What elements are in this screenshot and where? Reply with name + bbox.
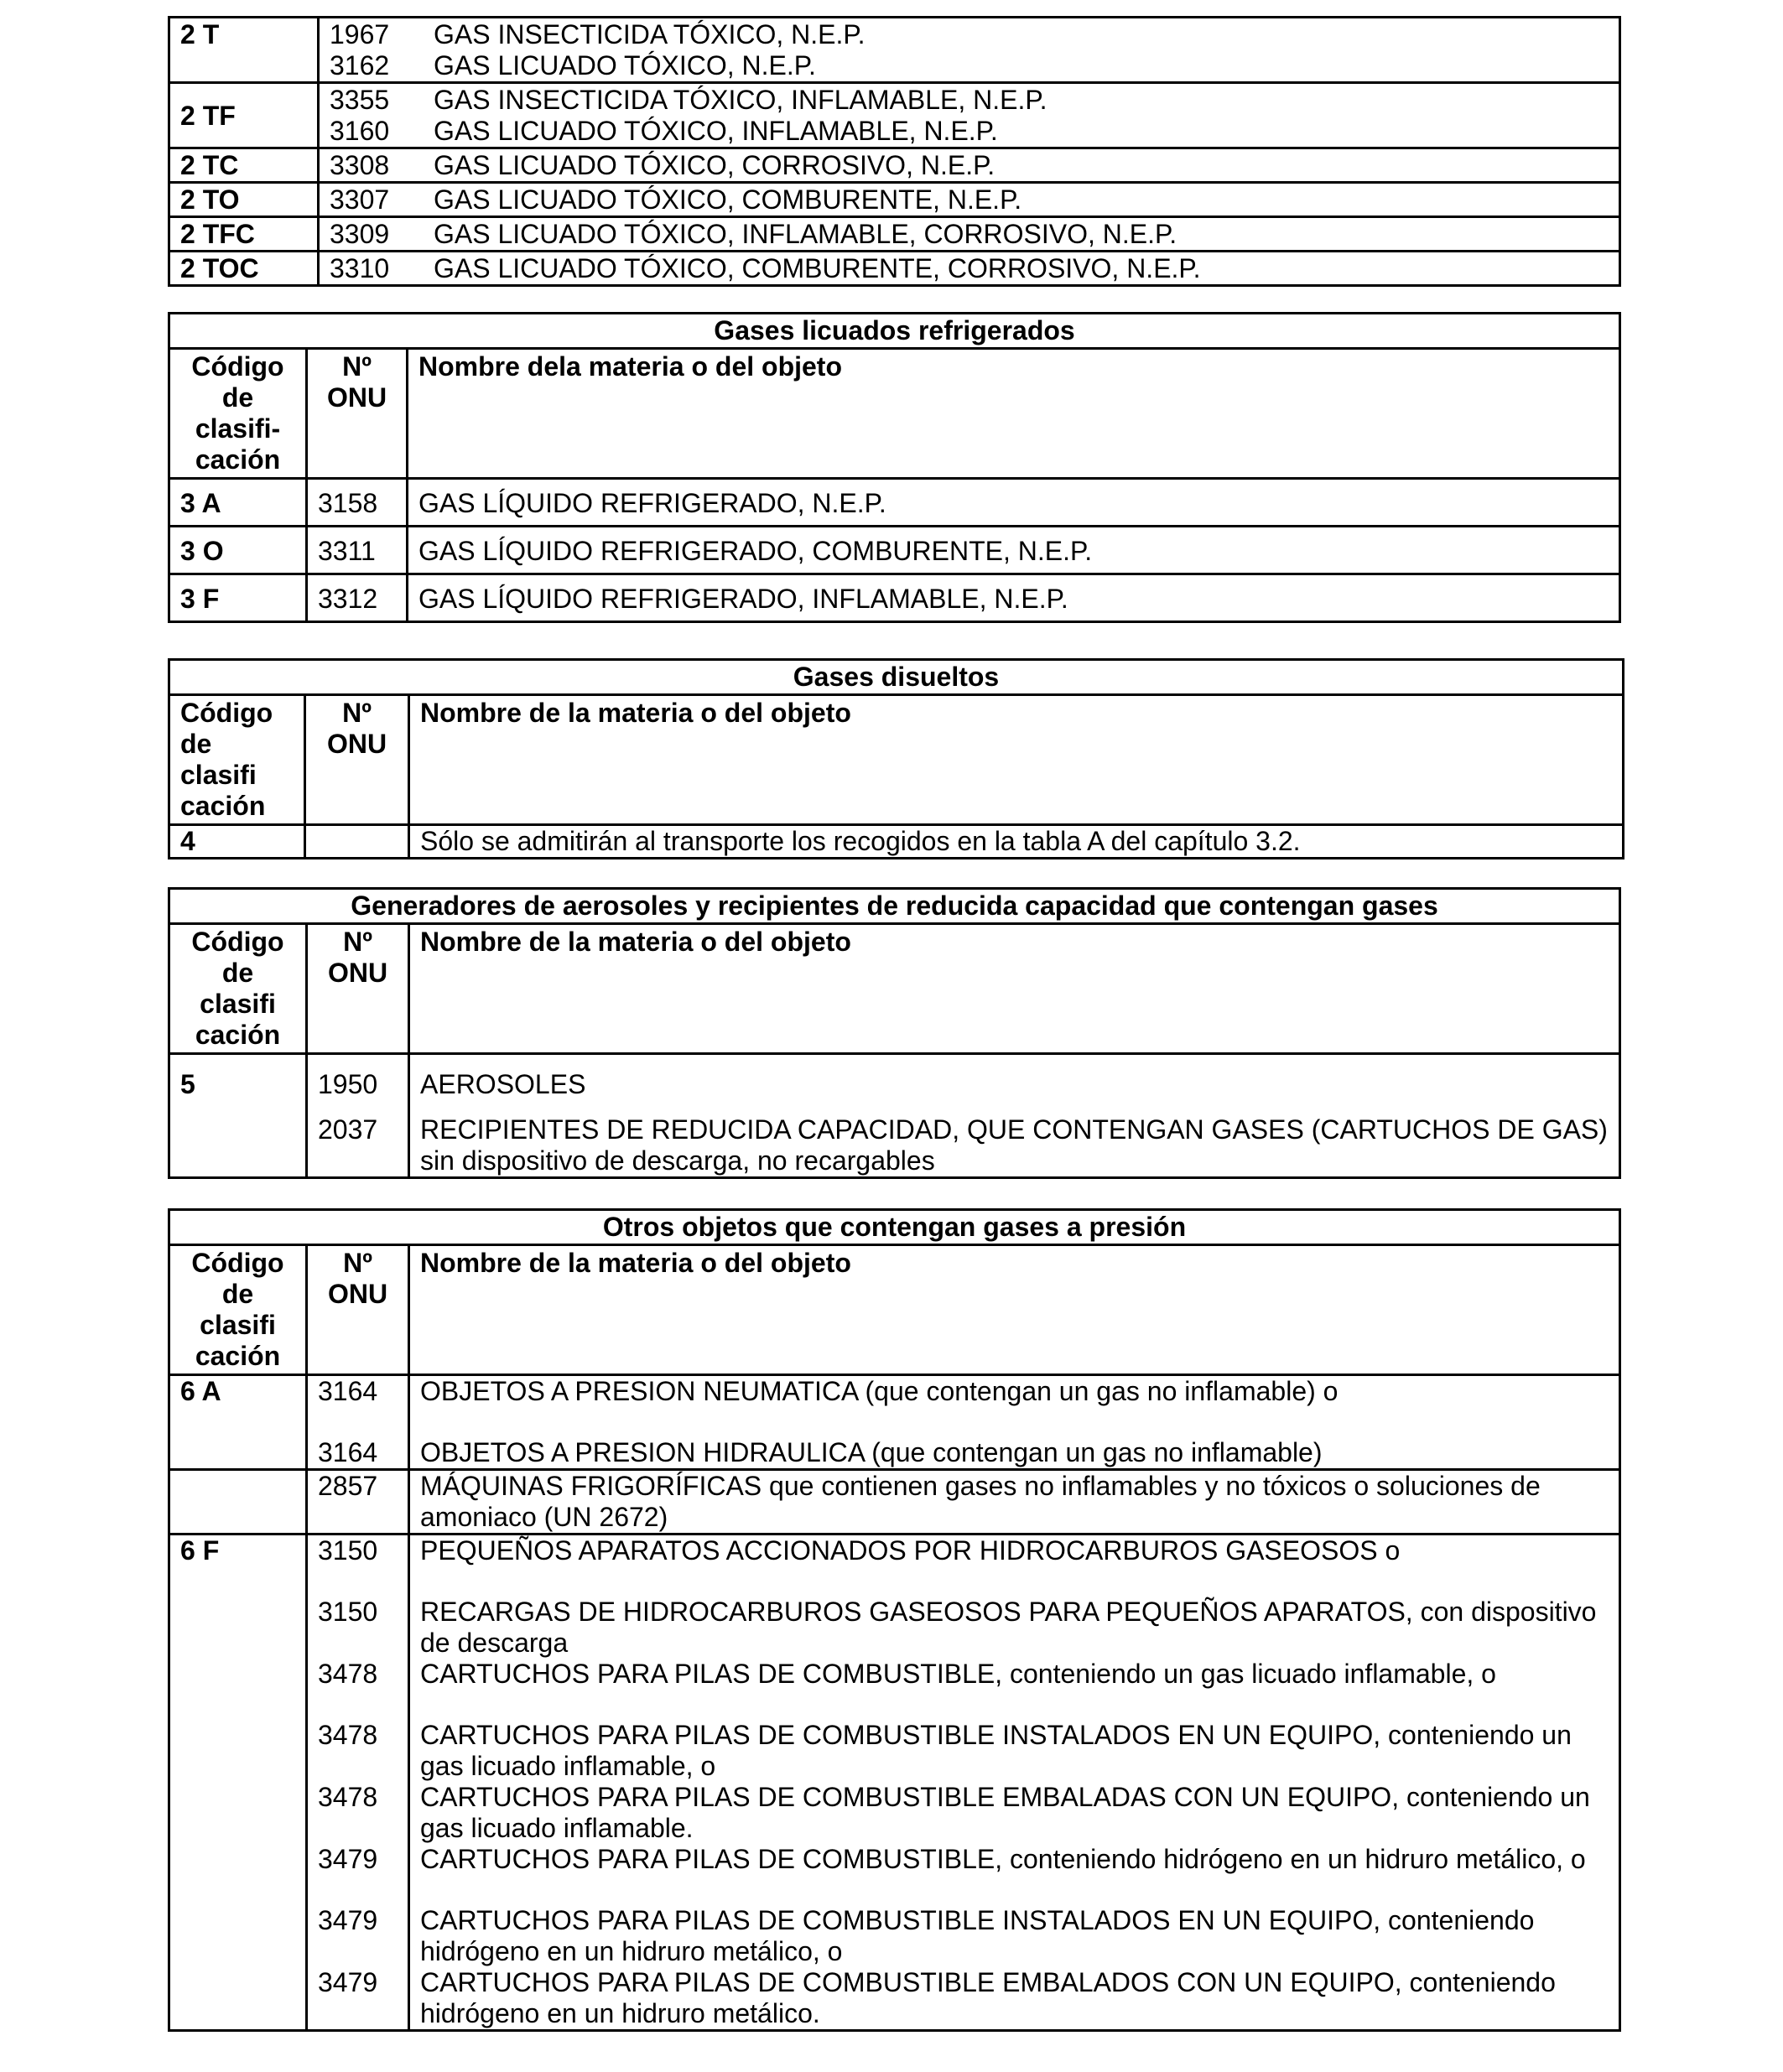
un-number: 3150 xyxy=(318,1535,378,1566)
substance-name: GAS LICUADO TÓXICO, INFLAMABLE, CORROSIVO, N.E.P. xyxy=(434,219,1177,249)
substance-name: Sólo se admitirán al transporte los recogidos en la tabla A del capítulo 3.2. xyxy=(409,825,1624,859)
un-number: 3479 xyxy=(318,1967,378,1997)
table-title: Gases licuados refrigerados xyxy=(169,314,1620,349)
table-row xyxy=(169,1535,1620,2031)
substance-name: AEROSOLES xyxy=(420,1069,586,1099)
substance-name: CARTUCHOS PARA PILAS DE COMBUSTIBLE INSTALADOS EN UN EQUIPO, conteniendo hidrógeno en un hidruro metálico, o xyxy=(420,1905,1535,1966)
un-number: 3150 xyxy=(318,1597,378,1627)
classification-code: 6 A xyxy=(169,1375,307,1470)
substance-name: GAS LÍQUIDO REFRIGERADO, INFLAMABLE, N.E.P. xyxy=(408,574,1620,622)
table-row xyxy=(169,217,1620,252)
un-number: 3308 xyxy=(330,150,390,180)
un-number: 3479 xyxy=(318,1844,378,1874)
classification-code: 2 T xyxy=(169,18,319,83)
substance-name: OBJETOS A PRESION NEUMATICA (que contengan un gas no inflamable) o xyxy=(420,1376,1339,1406)
classification-code: 2 TO xyxy=(169,183,319,217)
un-number: 3478 xyxy=(318,1659,378,1689)
substance-name: GAS LICUADO TÓXICO, COMBURENTE, N.E.P. xyxy=(434,184,1022,215)
un-number: 3164 xyxy=(318,1376,378,1406)
pressure-articles-table xyxy=(168,1208,1621,2032)
substance-name: PEQUEÑOS APARATOS ACCIONADOS POR HIDROCARBUROS GASEOSOS o xyxy=(420,1535,1401,1566)
classification-code xyxy=(169,1470,307,1535)
classification-code: 2 TF xyxy=(169,83,319,148)
un-number: 3160 xyxy=(330,116,390,146)
column-header-code: Código de clasifi- cación xyxy=(169,349,307,479)
dissolved-gases-table xyxy=(168,658,1624,859)
table-row xyxy=(169,1470,1620,1535)
substance-name: RECARGAS DE HIDROCARBUROS GASEOSOS PARA PEQUEÑOS APARATOS, con dispositivo de descarga xyxy=(420,1597,1597,1658)
substance-name: CARTUCHOS PARA PILAS DE COMBUSTIBLE EMBALADOS CON UN EQUIPO, conteniendo hidrógeno en un hidruro metálico. xyxy=(420,1967,1556,2028)
column-header-code: Código de clasifi cación xyxy=(169,695,305,825)
column-header-un: Nº ONU xyxy=(307,924,409,1054)
table-header-row xyxy=(169,924,1620,1054)
classification-code: 2 TC xyxy=(169,148,319,183)
un-number: 3311 xyxy=(307,527,408,574)
un-number: 1967 xyxy=(330,19,390,49)
table-row xyxy=(169,479,1620,527)
column-header-name: Nombre de la materia o del objeto xyxy=(409,1245,1620,1375)
table-title: Generadores de aerosoles y recipientes de reducida capacidad que contengan gases xyxy=(169,889,1620,924)
substance-name: GAS LÍQUIDO REFRIGERADO, COMBURENTE, N.E.P. xyxy=(408,527,1620,574)
table-row xyxy=(169,825,1624,859)
toxic-gases-table xyxy=(168,16,1621,287)
refrigerated-gases-table xyxy=(168,312,1621,623)
un-number: 3158 xyxy=(307,479,408,527)
column-header-name: Nombre de la materia o del objeto xyxy=(409,924,1620,1054)
substance-name: MÁQUINAS FRIGORÍFICAS que contienen gases no inflamables y no tóxicos o soluciones de amoniaco (UN 2672) xyxy=(409,1470,1620,1535)
table-row xyxy=(169,148,1620,183)
table-row xyxy=(169,1375,1620,1470)
substance-name: GAS INSECTICIDA TÓXICO, N.E.P. xyxy=(434,19,866,49)
substance-name: GAS LICUADO TÓXICO, N.E.P. xyxy=(434,50,816,80)
column-header-un: Nº ONU xyxy=(305,695,409,825)
substance-name: CARTUCHOS PARA PILAS DE COMBUSTIBLE, conteniendo un gas licuado inflamable, o xyxy=(420,1659,1496,1689)
table-header-row xyxy=(169,1245,1620,1375)
table-row xyxy=(169,1054,1620,1178)
column-header-name: Nombre dela materia o del objeto xyxy=(408,349,1620,479)
table-row xyxy=(169,83,1620,148)
un-number xyxy=(305,825,409,859)
classification-code: 6 F xyxy=(169,1535,307,2031)
table-row xyxy=(169,252,1620,286)
substance-name: GAS LICUADO TÓXICO, COMBURENTE, CORROSIVO, N.E.P. xyxy=(434,253,1201,283)
table-row xyxy=(169,18,1620,83)
un-number: 3309 xyxy=(330,219,390,249)
un-number: 3478 xyxy=(318,1720,378,1750)
table-title: Gases disueltos xyxy=(169,660,1624,695)
un-number: 3355 xyxy=(330,85,390,115)
un-number: 3164 xyxy=(318,1437,378,1467)
column-header-code: Código de clasifi cación xyxy=(169,924,307,1054)
aerosols-table xyxy=(168,887,1621,1179)
substance-name: CARTUCHOS PARA PILAS DE COMBUSTIBLE EMBALADAS CON UN EQUIPO, conteniendo un gas licuado inflamable. xyxy=(420,1782,1590,1843)
classification-code: 2 TFC xyxy=(169,217,319,252)
un-number: 3310 xyxy=(330,253,390,283)
classification-code: 5 xyxy=(169,1054,307,1178)
un-number: 3162 xyxy=(330,50,390,80)
substance-name: GAS LÍQUIDO REFRIGERADO, N.E.P. xyxy=(408,479,1620,527)
substance-name: CARTUCHOS PARA PILAS DE COMBUSTIBLE INSTALADOS EN UN EQUIPO, conteniendo un gas licuado inflamable, o xyxy=(420,1720,1572,1781)
table-row xyxy=(169,183,1620,217)
table-header-row xyxy=(169,349,1620,479)
substance-name: GAS LICUADO TÓXICO, CORROSIVO, N.E.P. xyxy=(434,150,995,180)
table-row xyxy=(169,527,1620,574)
table-row xyxy=(169,574,1620,622)
un-number: 3478 xyxy=(318,1782,378,1812)
table-title: Otros objetos que contengan gases a presión xyxy=(169,1210,1620,1245)
un-number: 2037 xyxy=(318,1114,378,1145)
classification-code: 4 xyxy=(169,825,305,859)
substance-name: RECIPIENTES DE REDUCIDA CAPACIDAD, QUE CONTENGAN GASES (CARTUCHOS DE GAS) sin dispositivo de descarga, no recargables xyxy=(420,1114,1608,1176)
substance-name: OBJETOS A PRESION HIDRAULICA (que contengan un gas no inflamable) xyxy=(420,1437,1323,1467)
un-number: 1950 xyxy=(318,1069,378,1099)
un-number: 3307 xyxy=(330,184,390,215)
column-header-un: Nº ONU xyxy=(307,349,408,479)
classification-code: 3 F xyxy=(169,574,307,622)
substance-name: CARTUCHOS PARA PILAS DE COMBUSTIBLE, conteniendo hidrógeno en un hidruro metálico, o xyxy=(420,1844,1586,1874)
table-header-row xyxy=(169,695,1624,825)
substance-name: GAS LICUADO TÓXICO, INFLAMABLE, N.E.P. xyxy=(434,116,998,146)
column-header-un: Nº ONU xyxy=(307,1245,409,1375)
classification-code: 2 TOC xyxy=(169,252,319,286)
column-header-code: Código de clasifi cación xyxy=(169,1245,307,1375)
substance-name: GAS INSECTICIDA TÓXICO, INFLAMABLE, N.E.P. xyxy=(434,85,1047,115)
un-number: 2857 xyxy=(307,1470,409,1535)
un-number: 3479 xyxy=(318,1905,378,1935)
classification-code: 3 A xyxy=(169,479,307,527)
column-header-name: Nombre de la materia o del objeto xyxy=(409,695,1624,825)
classification-code: 3 O xyxy=(169,527,307,574)
un-number: 3312 xyxy=(307,574,408,622)
